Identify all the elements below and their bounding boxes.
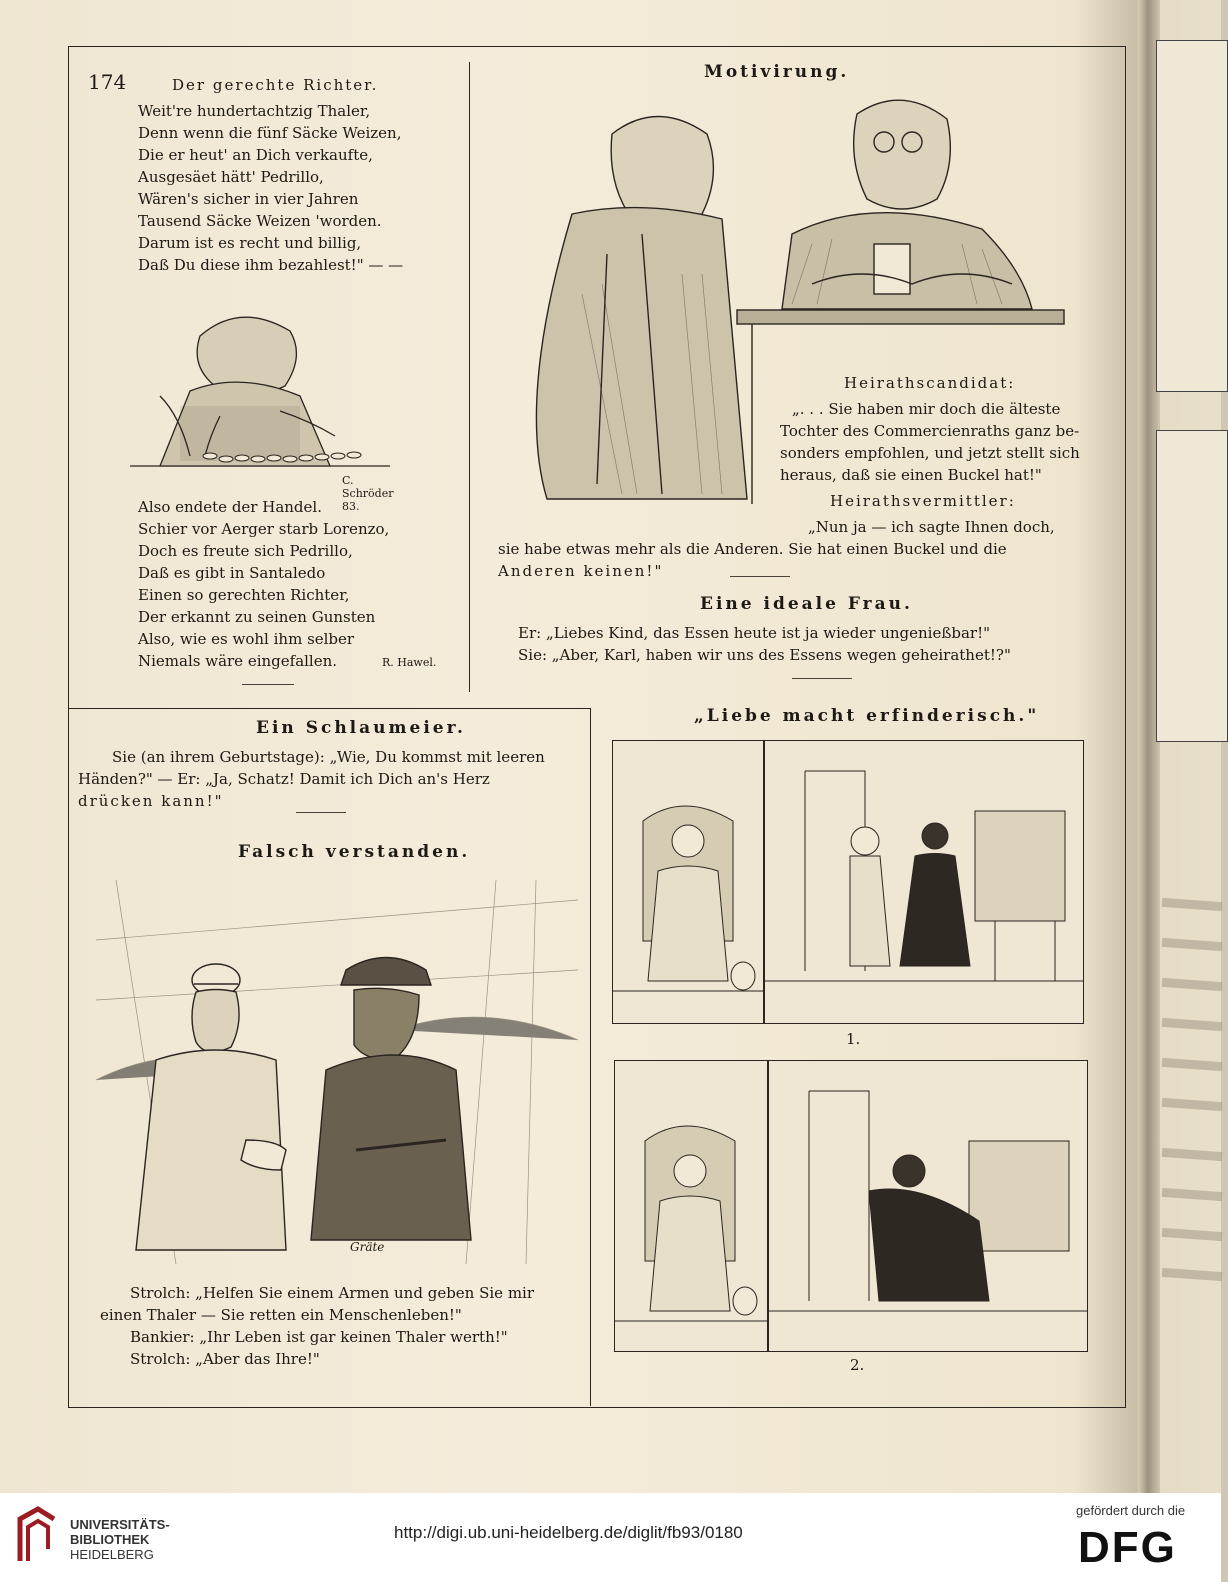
poem-line: Ausgesäet hätt' Pedrillo, — [138, 168, 324, 186]
illustration-signature: C. Schröder 83. — [342, 474, 394, 513]
poem-line: Einen so gerechten Richter, — [138, 586, 350, 604]
dialogue-line: Sie: „Aber, Karl, haben wir uns des Essens wegen geheirathet!?" — [518, 646, 1011, 664]
poem-line: Denn wenn die fünf Säcke Weizen, — [138, 124, 402, 142]
institution-name: UNIVERSITÄTS- BIBLIOTHEK HEIDELBERG — [70, 1517, 170, 1562]
dialogue-line: drücken kann!" — [78, 792, 224, 810]
adjacent-page-edge — [1150, 0, 1221, 1493]
section-title-motivirung: Motivirung. — [704, 62, 850, 82]
poem-author: R. Hawel. — [382, 656, 437, 669]
column-rule-top — [469, 62, 470, 692]
poem-line: Der erkannt zu seinen Gunsten — [138, 608, 376, 626]
comic-panel-1b — [764, 740, 1084, 1024]
section-rule-left — [68, 708, 590, 709]
comic-panel-1a — [612, 740, 764, 1024]
dialogue-line: Anderen keinen!" — [498, 562, 664, 580]
poem-line: Darum ist es recht und billig, — [138, 234, 362, 252]
permalink-url[interactable]: http://digi.ub.uni-heidelberg.de/diglit/fb93/0180 — [394, 1523, 743, 1542]
section-title-liebe: „Liebe macht erfinderisch." — [694, 706, 1040, 726]
column-rule-bottom — [590, 708, 591, 1406]
dialogue-line: Händen?" — Er: „Ja, Schatz! Damit ich Dich an's Herz — [78, 770, 490, 788]
dialogue-line: Bankier: „Ihr Leben ist gar keinen Thaler werth!" — [130, 1328, 508, 1346]
dialogue-line: Strolch: „Aber das Ihre!" — [130, 1350, 320, 1368]
dialogue-line: Sie (an ihrem Geburtstage): „Wie, Du kommst mit leeren — [112, 748, 545, 766]
dialogue-line: sie habe etwas mehr als die Anderen. Sie hat einen Buckel und die — [498, 540, 1007, 558]
comic-panel-2a — [614, 1060, 768, 1352]
university-logo-icon — [14, 1505, 60, 1565]
panel-number: 1. — [846, 1030, 861, 1048]
section-title-schlaumeier: Ein Schlaumeier. — [256, 718, 466, 738]
dialogue-line: heraus, daß sie einen Buckel hat!" — [780, 466, 1042, 484]
section-title-falsch-verstanden: Falsch verstanden. — [238, 842, 471, 862]
section-title-ideale-frau: Eine ideale Frau. — [700, 594, 913, 614]
illustration-tramp-banker — [96, 880, 578, 1264]
poem-line: Schier vor Aerger starb Lorenzo, — [138, 520, 390, 538]
poem-line: Wären's sicher in vier Jahren — [138, 190, 359, 208]
speaker-label: Heirathscandidat: — [844, 374, 1016, 392]
poem-line: Niemals wäre eingefallen. — [138, 652, 338, 670]
dialogue-line: Tochter des Commercienraths ganz be- — [780, 422, 1080, 440]
viewer-footer — [0, 1493, 1221, 1582]
funding-note: gefördert durch die — [1076, 1503, 1186, 1518]
illustration-signature: Gräte — [350, 1240, 385, 1254]
funder-logo: DFG — [1078, 1523, 1177, 1572]
dialogue-line: Er: „Liebes Kind, das Essen heute ist ja wieder ungenießbar!" — [518, 624, 991, 642]
dialogue-line: Strolch: „Helfen Sie einem Armen und geben Sie mir — [130, 1284, 535, 1302]
dialogue-line: einen Thaler — Sie retten ein Menschenleben!" — [100, 1306, 462, 1324]
poem-line: Daß Du diese ihm bezahlest!" — — — [138, 256, 404, 274]
poem-line: Also endete der Handel. — [138, 498, 322, 516]
dialogue-line: „Nun ja — ich sagte Ihnen doch, — [808, 518, 1055, 536]
comic-panel-2b — [768, 1060, 1088, 1352]
running-title: Der gerechte Richter. — [172, 76, 379, 94]
panel-number: 2. — [850, 1356, 865, 1374]
poem-line: Also, wie es wohl ihm selber — [138, 630, 355, 648]
dialogue-line: „. . . Sie haben mir doch die älteste — [792, 400, 1061, 418]
page-number: 174 — [88, 70, 127, 94]
poem-line: Die er heut' an Dich verkaufte, — [138, 146, 373, 164]
poem-line: Daß es gibt in Santaledo — [138, 564, 326, 582]
dialogue-line: sonders empfohlen, und jetzt stellt sich — [780, 444, 1080, 462]
speaker-label: Heirathsvermittler: — [830, 492, 1016, 510]
poem-line: Tausend Säcke Weizen 'worden. — [138, 212, 382, 230]
poem-line: Weit're hundertachtzig Thaler, — [138, 102, 371, 120]
poem-line: Doch es freute sich Pedrillo, — [138, 542, 353, 560]
